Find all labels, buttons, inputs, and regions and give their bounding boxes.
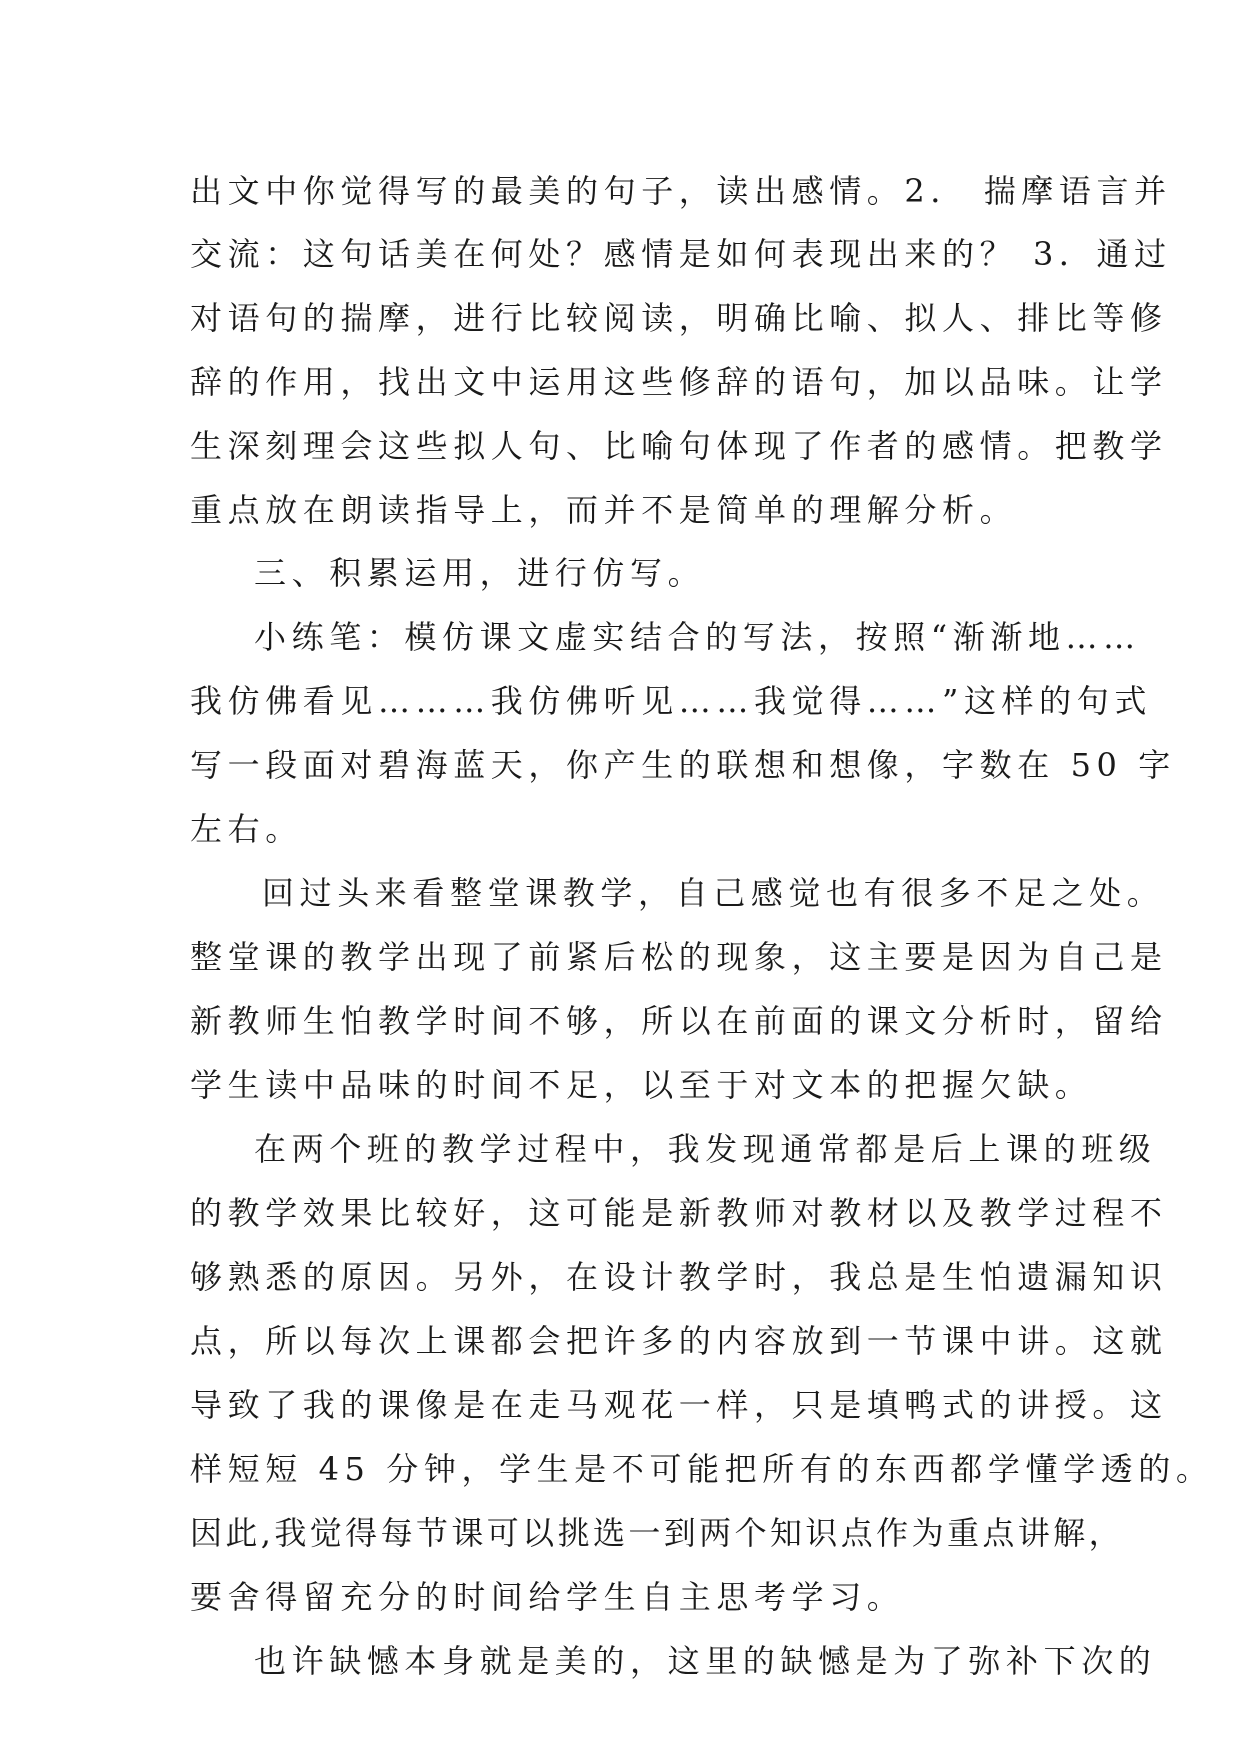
text-line: 整堂课的教学出现了前紧后松的现象，这主要是因为自己是 [190, 938, 1168, 976]
text-line: 左右。 [190, 810, 303, 848]
text-line: 因此,我觉得每节课可以挑选一到两个知识点作为重点讲解， [190, 1514, 1124, 1552]
text-line: 导致了我的课像是在走马观花一样，只是填鸭式的讲授。这 [190, 1386, 1168, 1424]
text-line: 回过头来看整堂课教学，自己感觉也有很多不足之处。 [262, 874, 1165, 912]
text-line: 辞的作用，找出文中运用这些修辞的语句，加以品味。让学 [190, 363, 1168, 401]
text-line: 对语句的揣摩，进行比较阅读，明确比喻、拟人、排比等修 [190, 299, 1168, 337]
text-line: 写一段面对碧海蓝天，你产生的联想和想像，字数在 50 字 [190, 746, 1176, 784]
text-line: 新教师生怕教学时间不够，所以在前面的课文分析时，留给 [190, 1002, 1168, 1040]
text-line: 点，所以每次上课都会把许多的内容放到一节课中讲。这就 [190, 1322, 1168, 1360]
text-line: 出文中你觉得写的最美的句子，读出感情。2． 揣摩语言并 [190, 172, 1172, 210]
text-line: 交流：这句话美在何处？感情是如何表现出来的？ 3．通过 [190, 235, 1172, 273]
text-line: 学生读中品味的时间不足，以至于对文本的把握欠缺。 [190, 1066, 1093, 1104]
section-heading: 三、积累运用，进行仿写。 [254, 554, 706, 592]
text-line: 生深刻理会这些拟人句、比喻句体现了作者的感情。把教学 [190, 427, 1168, 465]
text-line: 小练笔：模仿课文虚实结合的写法，按照“渐渐地…… [254, 618, 1141, 656]
text-line: 够熟悉的原因。另外，在设计教学时，我总是生怕遗漏知识 [190, 1258, 1168, 1296]
text-line: 的教学效果比较好，这可能是新教师对教材以及教学过程不 [190, 1194, 1168, 1232]
text-line: 重点放在朗读指导上，而并不是简单的理解分析。 [190, 491, 1018, 529]
text-line: 我仿佛看见………我仿佛听见……我觉得……”这样的句式 [190, 682, 1152, 720]
text-line: 也许缺憾本身就是美的，这里的缺憾是为了弥补下次的 [254, 1642, 1157, 1680]
text-line: 在两个班的教学过程中，我发现通常都是后上课的班级 [254, 1130, 1157, 1168]
text-line: 样短短 45 分钟，学生是不可能把所有的东西都学懂学透的。 [190, 1450, 1214, 1488]
text-line: 要舍得留充分的时间给学生自主思考学习。 [190, 1578, 905, 1616]
